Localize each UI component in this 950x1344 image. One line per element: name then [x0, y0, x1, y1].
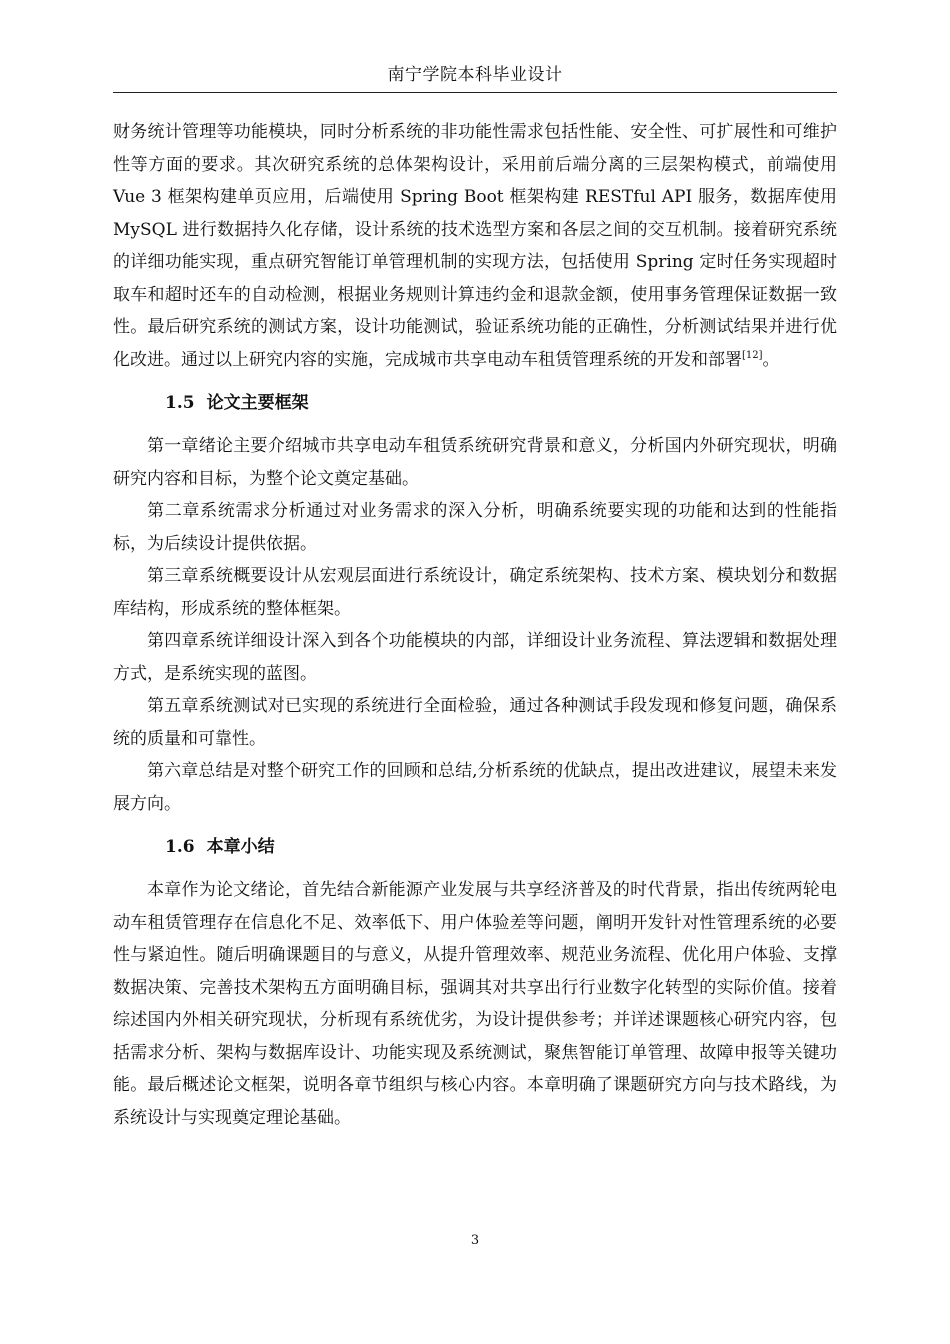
- chapter-summary-paragraph: 本章作为论文绪论，首先结合新能源产业发展与共享经济普及的时代背景，指出传统两轮电动车租赁管理存在信息化不足、效率低下、用户体验差等问题，阐明开发针对性管理系统的必要性与紧迫性。随后明确课题目的与意义，从提升管理效率、规范业务流程、优化用户体验、支撑数据决策、完善技术架构五方面明确目标，强调其对共享出行行业数字化转型的实际价值。接着综述国内外相关研究现状，分析现有系统优劣，为设计提供参考；并详述课题核心研究内容，包括需求分析、架构与数据库设计、功能实现及系统测试，聚焦智能订单管理、故障申报等关键功能。最后概述论文框架，说明各章节组织与核心内容。本章明确了课题研究方向与技术路线，为系统设计与实现奠定理论基础。: [113, 880, 837, 1128]
- section-heading-1-5: [113, 390, 837, 416]
- page-body: [113, 116, 837, 1134]
- chapter-4-summary: 第四章系统详细设计深入到各个功能模块的内部，详细设计业务流程、算法逻辑和数据处理方式，是系统实现的蓝图。: [113, 631, 837, 684]
- chapter-6-summary: 第六章总结是对整个研究工作的回顾和总结,分析系统的优缺点，提出改进建议，展望未来发展方向。: [113, 761, 837, 814]
- section-number: 1.5: [165, 393, 195, 413]
- chapter-2-summary: 第二章系统需求分析通过对业务需求的深入分析，明确系统要实现的功能和达到的性能指标，为后续设计提供依据。: [113, 501, 837, 554]
- section-title: 论文主要框架: [206, 393, 309, 413]
- chapter-1-summary: 第一章绪论主要介绍城市共享电动车租赁系统研究背景和意义，分析国内外研究现状，明确研究内容和目标，为整个论文奠定基础。: [113, 436, 837, 489]
- chapter-3-summary: 第三章系统概要设计从宏观层面进行系统设计，确定系统架构、技术方案、模块划分和数据库结构，形成系统的整体框架。: [113, 566, 837, 619]
- intro-paragraph-text: 财务统计管理等功能模块，同时分析系统的非功能性需求包括性能、安全性、可扩展性和可维护性等方面的要求。其次研究系统的总体架构设计，采用前后端分离的三层架构模式，前端使用 Vue 3 框架构建单页应用，后端使用 Spring Boot 框架构建 RESTful API 服务，数据库使用 MySQL 进行数据持久化存储，设计系统的技术选型方案和各层之间的交互机制。接着研究系统的详细功能实现，重点研究智能订单管理机制的实现方法，包括使用 Spring 定时任务实现超时取车和超时还车的自动检测，根据业务规则计算违约金和退款金额，使用事务管理保证数据一致性。最后研究系统的测试方案，设计功能测试，验证系统功能的正确性，分析测试结果并进行优化改进。通过以上研究内容的实施，完成城市共享电动车租赁管理系统的开发和部署: [113, 122, 837, 370]
- section-heading-1-6: [113, 834, 837, 860]
- page-number: 3: [470, 1233, 480, 1248]
- running-header: 南宁学院本科毕业设计: [113, 58, 837, 93]
- intro-paragraph: [113, 116, 837, 376]
- section-title: 本章小结: [206, 837, 275, 857]
- citation-marker: [12]: [742, 349, 763, 361]
- intro-paragraph-end: 。: [762, 349, 780, 370]
- chapter-5-summary: 第五章系统测试对已实现的系统进行全面检验，通过各种测试手段发现和修复问题，确保系统的质量和可靠性。: [113, 696, 837, 749]
- section-number: 1.6: [165, 837, 195, 857]
